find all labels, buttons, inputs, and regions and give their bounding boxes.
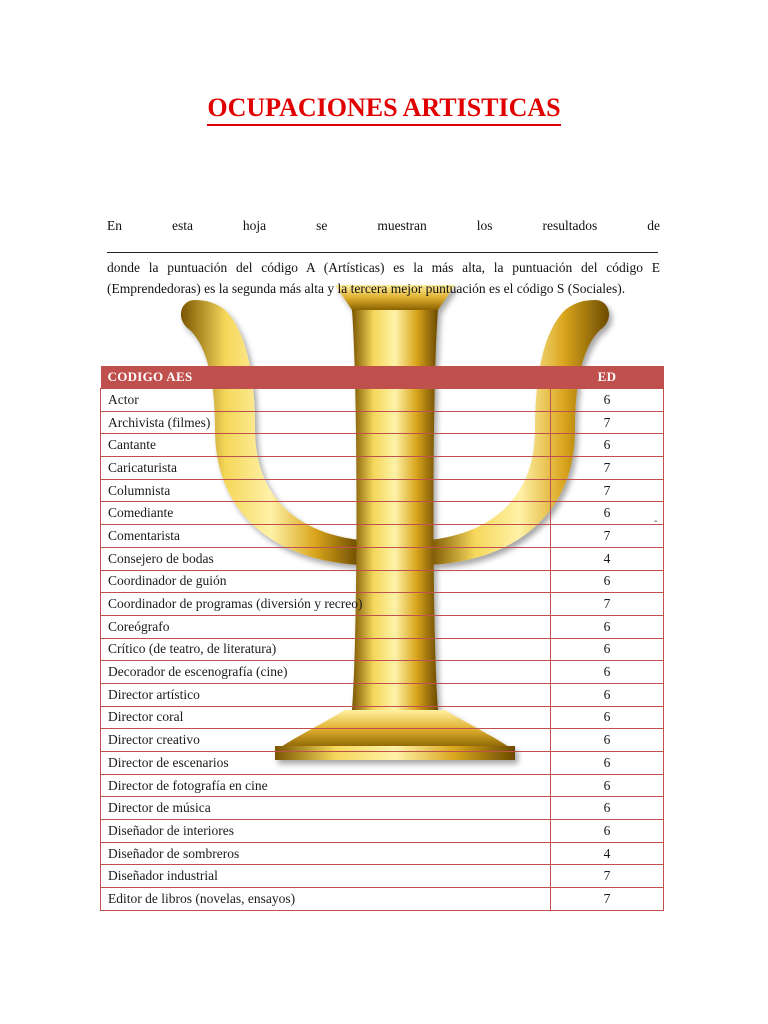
occupation-cell: Columnista <box>101 479 551 502</box>
occupation-cell: Comentarista <box>101 525 551 548</box>
ed-cell: 6 <box>551 434 664 457</box>
intro-word: de <box>647 218 660 233</box>
occupation-cell: Diseñador de sombreros <box>101 842 551 865</box>
table-row <box>101 752 664 775</box>
occupation-cell: Diseñador industrial <box>101 865 551 888</box>
table-row <box>101 683 664 706</box>
table-row <box>101 661 664 684</box>
ed-cell: 6 <box>551 683 664 706</box>
table-row <box>101 457 664 480</box>
table-row <box>101 729 664 752</box>
occupation-cell: Crítico (de teatro, de literatura) <box>101 638 551 661</box>
occupation-cell: Coreógrafo <box>101 615 551 638</box>
occupation-cell: Director de fotografía en cine <box>101 774 551 797</box>
ed-cell: 7 <box>551 457 664 480</box>
intro-word: los <box>476 218 493 233</box>
ed-cell: 6 <box>551 661 664 684</box>
occupation-cell: Director creativo <box>101 729 551 752</box>
ed-cell: 7 <box>551 411 664 434</box>
occupation-cell: Caricaturista <box>101 457 551 480</box>
intro-word: resultados <box>542 218 598 233</box>
ed-cell: 6 <box>551 502 664 525</box>
table-row <box>101 525 664 548</box>
ed-cell: 6 <box>551 752 664 775</box>
intro-word: hoja <box>242 218 267 233</box>
occupation-cell: Actor <box>101 389 551 412</box>
table-row <box>101 797 664 820</box>
ed-cell: 7 <box>551 888 664 911</box>
intro-paragraph: donde la puntuación del código A (Artísticas) es la más alta, la puntuación del código E (Emprendedoras) es la segunda más alta y la tercera mejor puntuación es el código S (Sociales). <box>107 260 660 296</box>
occupation-cell: Cantante <box>101 434 551 457</box>
column-header-code: CODIGO AES <box>101 366 551 389</box>
ed-cell: 7 <box>551 593 664 616</box>
intro-word: muestran <box>377 218 427 233</box>
occupation-cell: Director de escenarios <box>101 752 551 775</box>
table-row <box>101 593 664 616</box>
occupation-cell: Diseñador de interiores <box>101 820 551 843</box>
ed-cell: 4 <box>551 547 664 570</box>
table-row <box>101 502 664 525</box>
occupations-table <box>100 366 664 911</box>
table-row <box>101 479 664 502</box>
occupation-cell: Coordinador de programas (diversión y recreo) <box>101 593 551 616</box>
page-title-text: OCUPACIONES ARTISTICAS <box>207 93 560 126</box>
occupation-cell: Coordinador de guión <box>101 570 551 593</box>
table-row <box>101 865 664 888</box>
occupation-cell: Decorador de escenografía (cine) <box>101 661 551 684</box>
table-row <box>101 706 664 729</box>
occupation-cell: Consejero de bodas <box>101 547 551 570</box>
table-row <box>101 774 664 797</box>
page-title <box>0 93 768 126</box>
stray-mark: - <box>654 516 658 527</box>
ed-cell: 4 <box>551 842 664 865</box>
table-row <box>101 820 664 843</box>
intro-word: esta <box>171 218 193 233</box>
occupation-cell: Director coral <box>101 706 551 729</box>
occupation-cell: Director artístico <box>101 683 551 706</box>
table-row <box>101 888 664 911</box>
occupation-cell: Editor de libros (novelas, ensayos) <box>101 888 551 911</box>
table-row <box>101 547 664 570</box>
table-row <box>101 411 664 434</box>
table-row <box>101 842 664 865</box>
table-header-row <box>101 366 664 389</box>
intro-first-line <box>107 217 660 235</box>
occupation-cell: Archivista (filmes) <box>101 411 551 434</box>
ed-cell: 6 <box>551 389 664 412</box>
occupation-cell: Director de música <box>101 797 551 820</box>
ed-cell: 7 <box>551 479 664 502</box>
occupation-cell: Comediante <box>101 502 551 525</box>
ed-cell: 6 <box>551 729 664 752</box>
table-body <box>101 389 664 911</box>
ed-cell: 6 <box>551 820 664 843</box>
column-header-ed: ED <box>551 366 664 389</box>
intro-word: En <box>107 218 122 233</box>
blank-fill-line <box>107 252 658 253</box>
table-row <box>101 389 664 412</box>
ed-cell: 6 <box>551 615 664 638</box>
ed-cell: 6 <box>551 638 664 661</box>
ed-cell: 6 <box>551 797 664 820</box>
ed-cell: 6 <box>551 570 664 593</box>
ed-cell: 6 <box>551 774 664 797</box>
table-row <box>101 615 664 638</box>
ed-cell: 6 <box>551 706 664 729</box>
intro-word: se <box>316 218 328 233</box>
ed-cell: 7 <box>551 525 664 548</box>
table-row <box>101 434 664 457</box>
table-row <box>101 638 664 661</box>
table-row <box>101 570 664 593</box>
ed-cell: 7 <box>551 865 664 888</box>
